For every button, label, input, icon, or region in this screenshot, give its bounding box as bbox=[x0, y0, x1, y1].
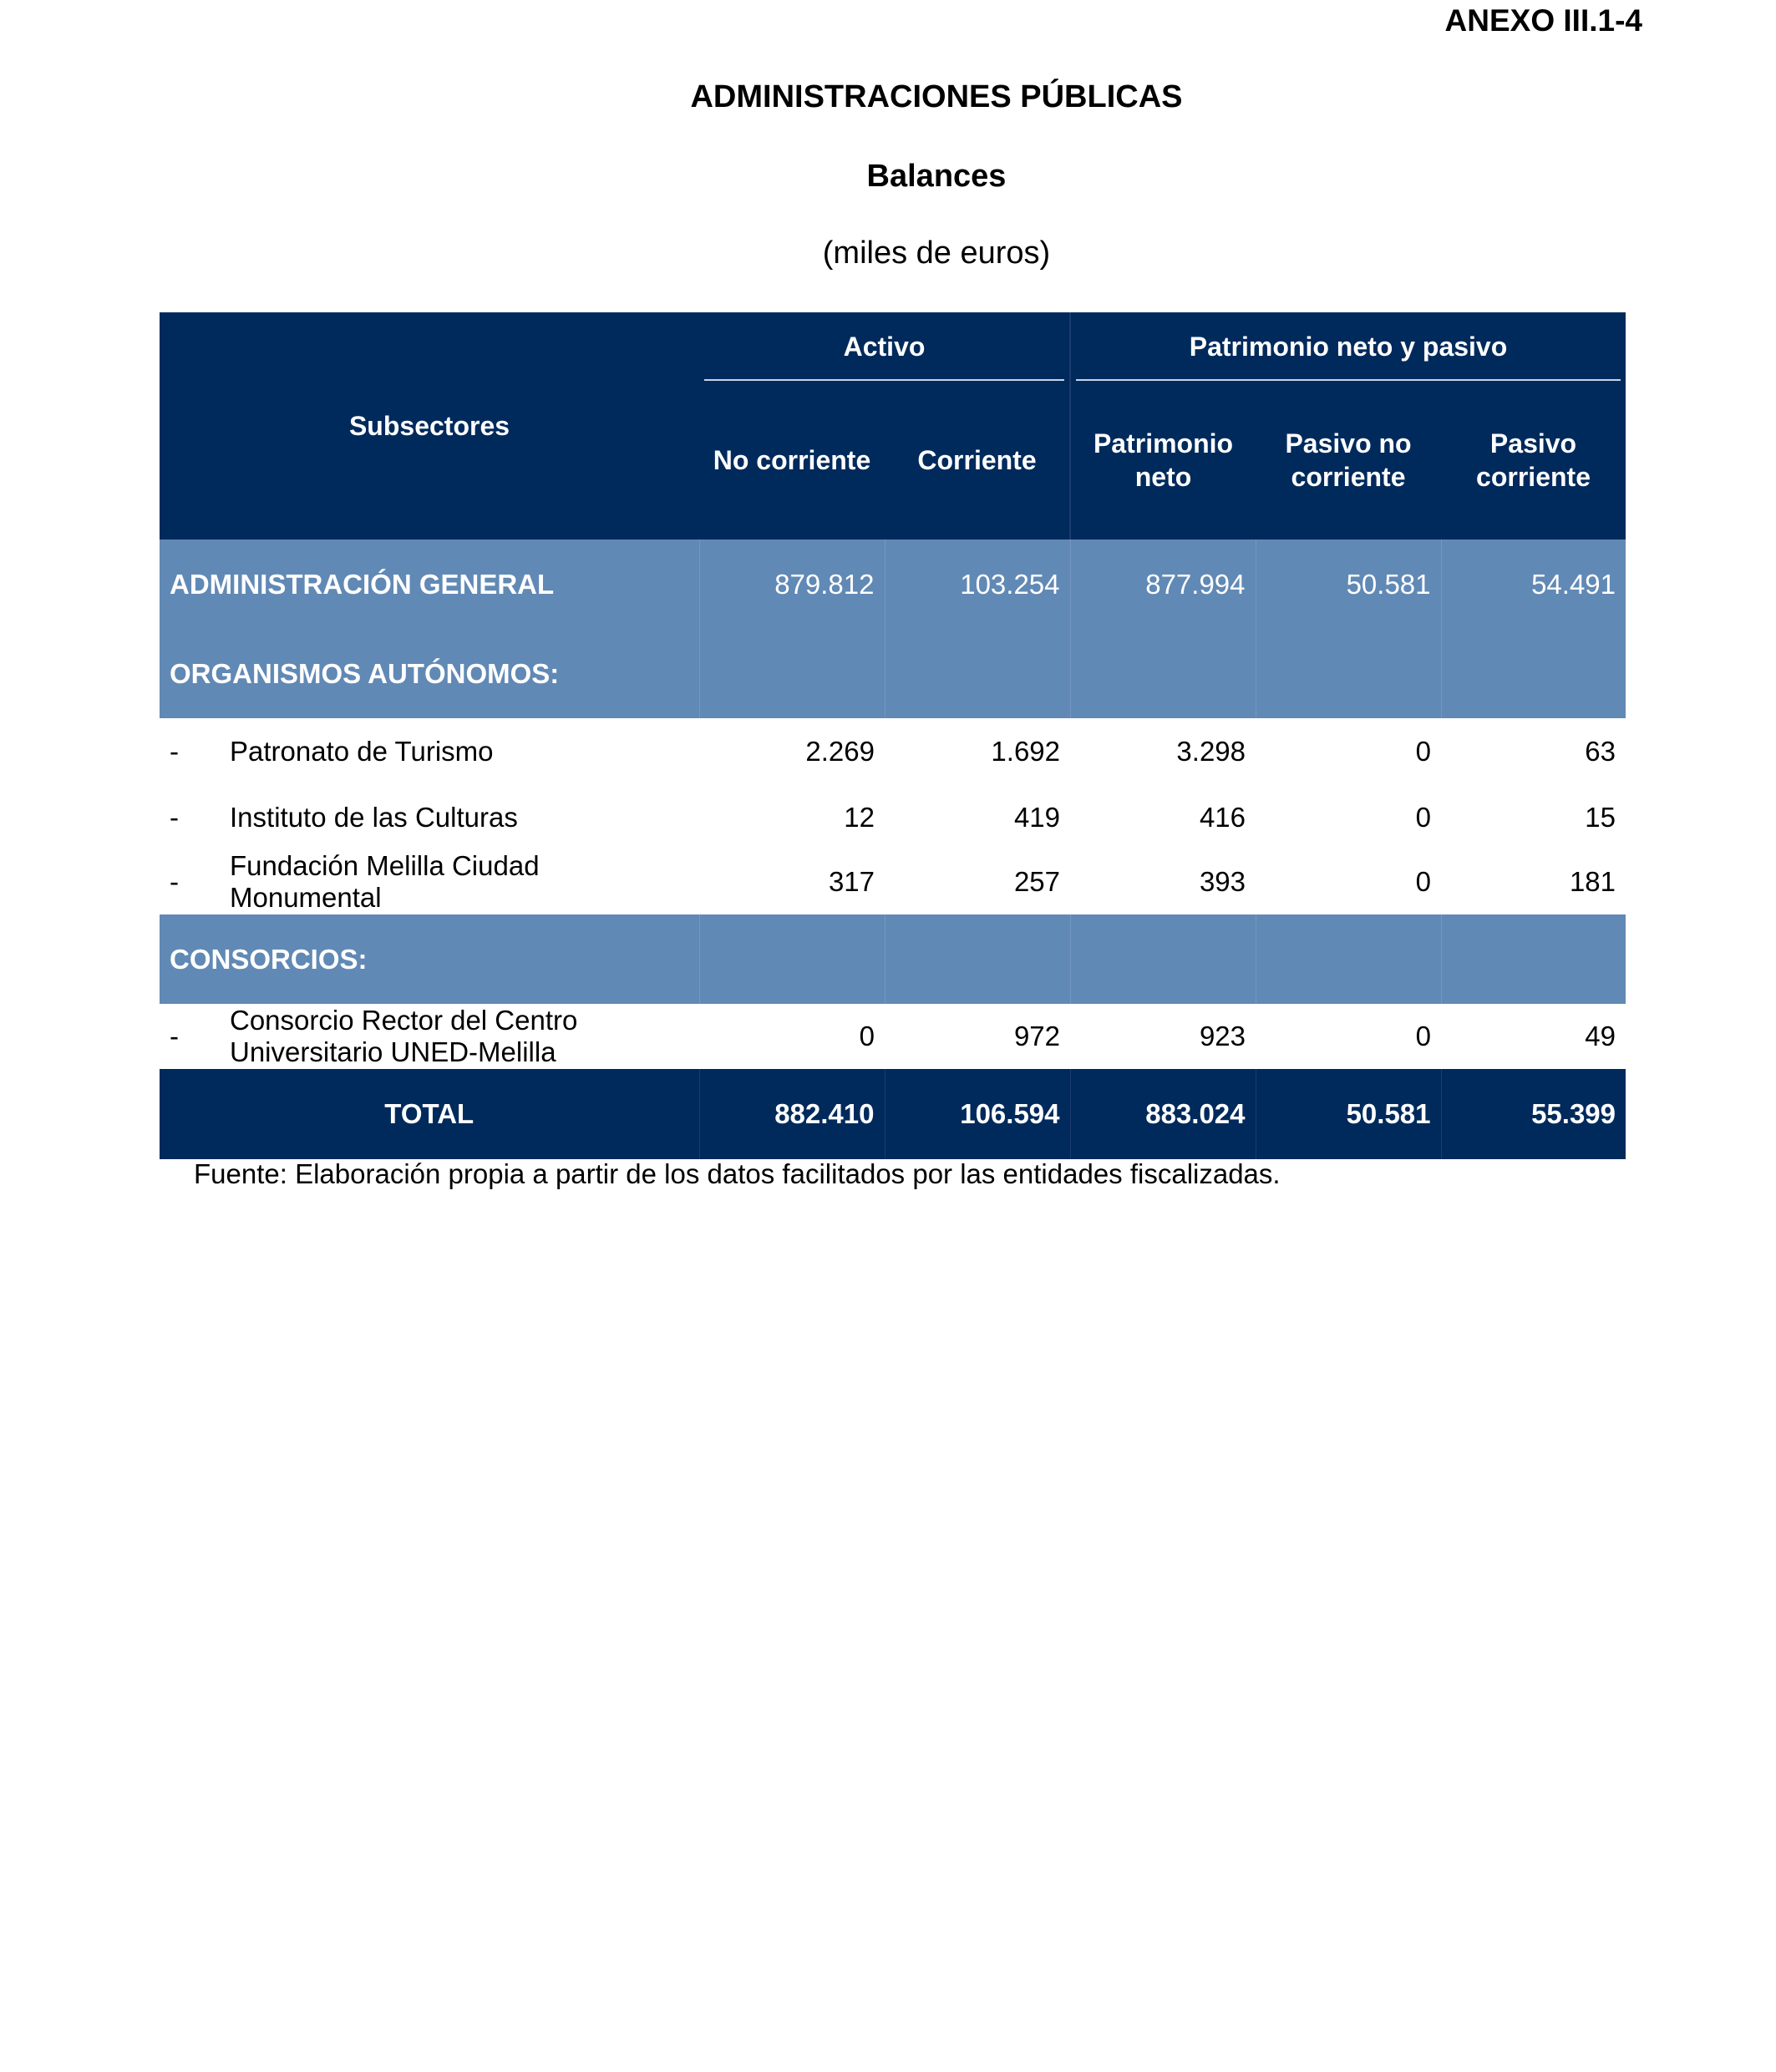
entity-name: Consorcio Rector del Centro Universitario UNED-Melilla bbox=[230, 1005, 578, 1067]
table-row bbox=[160, 718, 1626, 785]
balances-table bbox=[160, 312, 1626, 1159]
cell-value: 3.298 bbox=[1070, 718, 1256, 785]
header-pasivo-corriente: Pasivo corriente bbox=[1441, 381, 1626, 540]
dash: - bbox=[170, 801, 179, 833]
cell-value: 181 bbox=[1441, 849, 1626, 914]
cell-value: 15 bbox=[1441, 785, 1626, 849]
cell-value: 0 bbox=[699, 1004, 885, 1069]
cell-value: 879.812 bbox=[699, 540, 885, 629]
cell-value: 12 bbox=[699, 785, 885, 849]
row-label: ADMINISTRACIÓN GENERAL bbox=[160, 540, 699, 629]
cell-value: 0 bbox=[1256, 849, 1441, 914]
cell-value: 2.269 bbox=[699, 718, 885, 785]
total-label: TOTAL bbox=[160, 1069, 699, 1159]
cell-value: 257 bbox=[885, 849, 1070, 914]
section-label: ORGANISMOS AUTÓNOMOS: bbox=[160, 629, 699, 718]
cell-value: 1.692 bbox=[885, 718, 1070, 785]
table-row-total bbox=[160, 1069, 1626, 1159]
cell-value: 923 bbox=[1070, 1004, 1256, 1069]
header-subsectores: Subsectores bbox=[160, 312, 699, 540]
cell-value: 419 bbox=[885, 785, 1070, 849]
dash: - bbox=[170, 1021, 179, 1051]
cell-value: 317 bbox=[699, 849, 885, 914]
entity-cell bbox=[160, 1004, 699, 1069]
entity-cell bbox=[160, 785, 699, 849]
table-row-organismos-header bbox=[160, 629, 1626, 718]
cell-value: 0 bbox=[1256, 785, 1441, 849]
entity-name: Instituto de las Culturas bbox=[230, 801, 518, 833]
header-corriente: Corriente bbox=[885, 381, 1070, 540]
table-row bbox=[160, 1004, 1626, 1069]
dash: - bbox=[170, 866, 179, 897]
cell-value: 883.024 bbox=[1070, 1069, 1256, 1159]
cell-value: 63 bbox=[1441, 718, 1626, 785]
cell-value: 393 bbox=[1070, 849, 1256, 914]
cell-value: 877.994 bbox=[1070, 540, 1256, 629]
cell-value: 50.581 bbox=[1256, 1069, 1441, 1159]
entity-name: Fundación Melilla Ciudad Monumental bbox=[230, 850, 540, 913]
table-row-consorcios-header bbox=[160, 914, 1626, 1004]
header-no-corriente: No corriente bbox=[699, 381, 885, 540]
entity-cell bbox=[160, 849, 699, 914]
document-title: ADMINISTRACIONES PÚBLICAS bbox=[690, 79, 1183, 114]
entity-name: Patronato de Turismo bbox=[230, 736, 494, 767]
cell-value: 54.491 bbox=[1441, 540, 1626, 629]
header-pasivo-no-corriente: Pasivo no corriente bbox=[1256, 381, 1441, 540]
cell-value: 106.594 bbox=[885, 1069, 1070, 1159]
cell-value: 416 bbox=[1070, 785, 1256, 849]
section-label: CONSORCIOS: bbox=[160, 914, 699, 1004]
dash: - bbox=[170, 736, 179, 767]
source-note: Fuente: Elaboración propia a partir de los datos facilitados por las entidades fiscalizadas. bbox=[194, 1158, 1281, 1189]
cell-value: 49 bbox=[1441, 1004, 1626, 1069]
annex-label: ANEXO III.1-4 bbox=[1444, 3, 1642, 38]
cell-value: 882.410 bbox=[699, 1069, 885, 1159]
document-subtitle: Balances bbox=[866, 159, 1007, 194]
units-label: (miles de euros) bbox=[822, 236, 1051, 271]
table-row bbox=[160, 849, 1626, 914]
header-group-activo: Activo bbox=[699, 312, 1070, 381]
table-row bbox=[160, 785, 1626, 849]
cell-value: 50.581 bbox=[1256, 540, 1441, 629]
cell-value: 972 bbox=[885, 1004, 1070, 1069]
header-group-patrimonio: Patrimonio neto y pasivo bbox=[1070, 312, 1626, 381]
entity-cell bbox=[160, 718, 699, 785]
cell-value: 103.254 bbox=[885, 540, 1070, 629]
cell-value: 0 bbox=[1256, 718, 1441, 785]
cell-value: 55.399 bbox=[1441, 1069, 1626, 1159]
header-patrimonio-neto: Patrimonio neto bbox=[1070, 381, 1256, 540]
table-row-admin-general bbox=[160, 540, 1626, 629]
cell-value: 0 bbox=[1256, 1004, 1441, 1069]
